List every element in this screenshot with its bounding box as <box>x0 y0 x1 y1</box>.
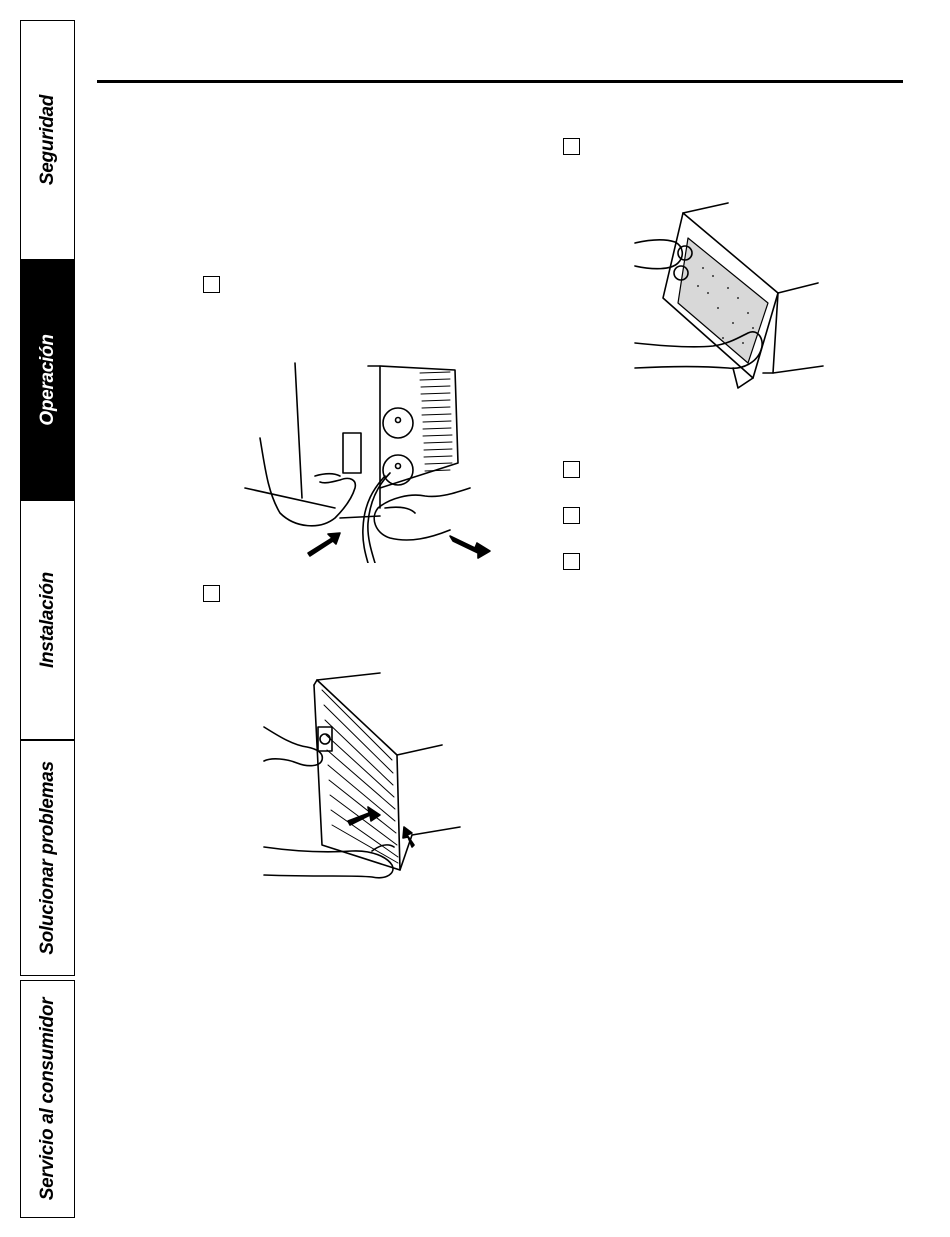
tab-instalacion[interactable] <box>20 500 75 740</box>
step-4-box <box>563 461 580 478</box>
step-6-box <box>563 553 580 570</box>
header-rule <box>97 80 903 83</box>
step-2-box <box>203 585 220 602</box>
tab-operacion[interactable] <box>20 260 75 500</box>
tab-label: Instalación <box>36 572 58 668</box>
tab-label: Servicio al consumidor <box>36 997 58 1201</box>
tab-servicio-al-consumidor[interactable] <box>20 980 75 1218</box>
step-1-box <box>203 276 220 293</box>
tab-label: Operación <box>36 334 58 426</box>
tab-label: Solucionar problemas <box>36 761 58 955</box>
step-5-box <box>563 507 580 524</box>
tab-label: Seguridad <box>36 94 58 186</box>
pull-front-grille-illustration <box>262 665 467 885</box>
lift-grille-illustration <box>633 198 828 393</box>
tab-solucionar-problemas[interactable] <box>20 740 75 976</box>
unplug-power-cord-illustration <box>240 358 500 563</box>
tab-seguridad[interactable] <box>20 20 75 260</box>
step-3-box <box>563 138 580 155</box>
